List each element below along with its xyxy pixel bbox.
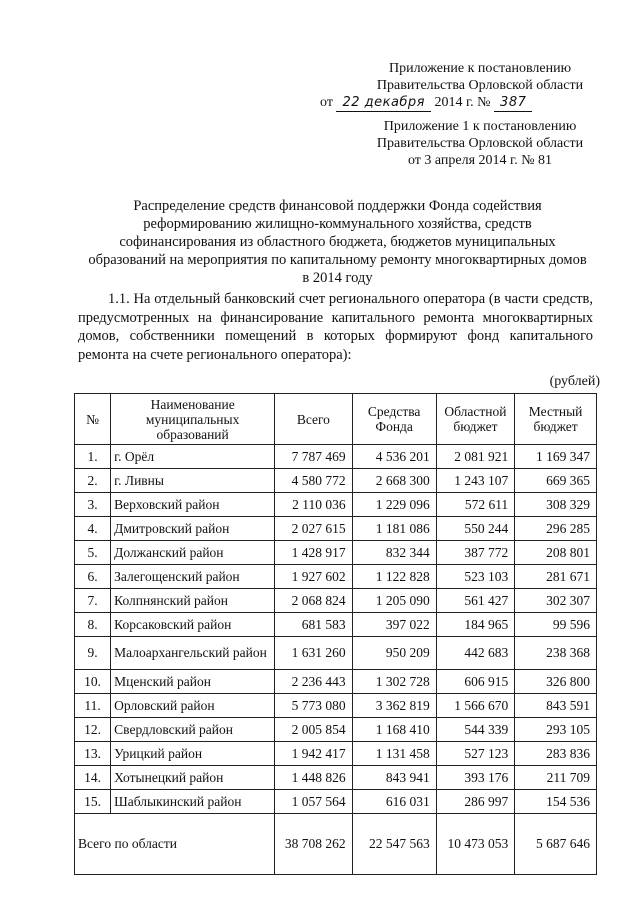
- row-fund: 1 302 728: [352, 670, 436, 694]
- table-row: [75, 589, 597, 613]
- row-total: 2 110 036: [275, 493, 353, 517]
- row-fund: 832 344: [352, 541, 436, 565]
- row-total: 5 773 080: [275, 694, 353, 718]
- row-local: 326 800: [515, 670, 597, 694]
- row-regional: 606 915: [436, 670, 514, 694]
- col-header-fund: Средства Фонда: [352, 394, 436, 445]
- row-local: 281 671: [515, 565, 597, 589]
- table-row: [75, 517, 597, 541]
- header-line-6: от 3 апреля 2014 г. № 81: [407, 153, 553, 168]
- row-regional: 184 965: [436, 613, 514, 637]
- row-fund: 1 168 410: [352, 718, 436, 742]
- total-local: 5 687 646: [515, 814, 597, 875]
- row-number: 11.: [75, 694, 111, 718]
- row-regional: 527 123: [436, 742, 514, 766]
- municipality-name: Хотынецкий район: [111, 766, 275, 790]
- document-title: Распределение средств финансовой поддержки Фонда содействия реформированию жилищно-коммунального хозяйства, средств софинансирования из областного бюджета, бюджетов муниципальных образований на мероприятия по капитальному ремонту многоквартирных домов в 2014 году: [88, 198, 587, 286]
- total-fund: 22 547 563: [352, 814, 436, 875]
- row-local: 293 105: [515, 718, 597, 742]
- row-fund: 1 181 086: [352, 517, 436, 541]
- row-local: 669 365: [515, 469, 597, 493]
- municipality-name: Должанский район: [111, 541, 275, 565]
- row-local: 308 329: [515, 493, 597, 517]
- header-date-line: [320, 94, 532, 112]
- municipality-name: Колпнянский район: [111, 589, 275, 613]
- table-row: [75, 445, 597, 469]
- row-fund: 1 205 090: [352, 589, 436, 613]
- table-row: [75, 670, 597, 694]
- row-total: 4 580 772: [275, 469, 353, 493]
- row-fund: 616 031: [352, 790, 436, 814]
- row-regional: 1 243 107: [436, 469, 514, 493]
- row-total: 1 942 417: [275, 742, 353, 766]
- section-intro: 1.1. На отдельный банковский счет регионального оператора (в части средств, предусмотренных на финансирование капитального ремонта многоквартирных домов, собственники помещений в которых формируют фонд капитального ремонта на счете регионального оператора):: [78, 291, 593, 363]
- handwritten-number: 387: [494, 94, 532, 112]
- table-row: [75, 541, 597, 565]
- row-number: 10.: [75, 670, 111, 694]
- row-local: 208 801: [515, 541, 597, 565]
- header-line-5: Правительства Орловской области: [376, 136, 584, 151]
- col-header-no: №: [75, 394, 111, 445]
- table-row: [75, 493, 597, 517]
- row-fund: 397 022: [352, 613, 436, 637]
- row-number: 7.: [75, 589, 111, 613]
- header-line-4: Приложение 1 к постановлению: [383, 119, 577, 134]
- row-total: 2 027 615: [275, 517, 353, 541]
- table-row: [75, 766, 597, 790]
- date-prefix: от: [320, 95, 333, 110]
- table-row: [75, 742, 597, 766]
- col-header-local: Местный бюджет: [515, 394, 597, 445]
- row-regional: 2 081 921: [436, 445, 514, 469]
- table-header-row: [75, 394, 597, 445]
- table-row: [75, 790, 597, 814]
- row-total: 2 236 443: [275, 670, 353, 694]
- municipality-name: Орловский район: [111, 694, 275, 718]
- row-regional: 1 566 670: [436, 694, 514, 718]
- row-local: 99 596: [515, 613, 597, 637]
- units-label: (рублей): [549, 374, 600, 389]
- total-regional: 10 473 053: [436, 814, 514, 875]
- row-total: 1 927 602: [275, 565, 353, 589]
- row-regional: 393 176: [436, 766, 514, 790]
- row-regional: 561 427: [436, 589, 514, 613]
- col-header-name: Наименование муниципальных образований: [111, 394, 275, 445]
- row-number: 3.: [75, 493, 111, 517]
- row-local: 296 285: [515, 517, 597, 541]
- col-header-regional: Областной бюджет: [436, 394, 514, 445]
- row-fund: 4 536 201: [352, 445, 436, 469]
- row-number: 6.: [75, 565, 111, 589]
- row-fund: 950 209: [352, 637, 436, 670]
- row-fund: 843 941: [352, 766, 436, 790]
- total-label: Всего по области: [75, 814, 275, 875]
- row-regional: 286 997: [436, 790, 514, 814]
- date-year: 2014 г. №: [434, 95, 491, 110]
- row-total: 1 448 826: [275, 766, 353, 790]
- row-regional: 442 683: [436, 637, 514, 670]
- row-total: 1 428 917: [275, 541, 353, 565]
- row-local: 154 536: [515, 790, 597, 814]
- table-row: [75, 613, 597, 637]
- municipality-name: Мценский район: [111, 670, 275, 694]
- municipality-name: г. Ливны: [111, 469, 275, 493]
- municipality-name: Корсаковский район: [111, 613, 275, 637]
- row-regional: 544 339: [436, 718, 514, 742]
- row-regional: 572 611: [436, 493, 514, 517]
- municipality-name: Малоархангельский район: [111, 637, 275, 670]
- row-regional: 387 772: [436, 541, 514, 565]
- row-regional: 523 103: [436, 565, 514, 589]
- row-total: 2 005 854: [275, 718, 353, 742]
- distribution-table: [74, 393, 597, 875]
- row-local: 238 368: [515, 637, 597, 670]
- row-local: 283 836: [515, 742, 597, 766]
- row-fund: 2 668 300: [352, 469, 436, 493]
- municipality-name: Свердловский район: [111, 718, 275, 742]
- row-number: 9.: [75, 637, 111, 670]
- row-number: 12.: [75, 718, 111, 742]
- row-number: 4.: [75, 517, 111, 541]
- row-total: 1 631 260: [275, 637, 353, 670]
- table-total-row: [75, 814, 597, 875]
- row-number: 2.: [75, 469, 111, 493]
- municipality-name: Урицкий район: [111, 742, 275, 766]
- table-row: [75, 637, 597, 670]
- row-local: 302 307: [515, 589, 597, 613]
- total-total: 38 708 262: [275, 814, 353, 875]
- row-number: 15.: [75, 790, 111, 814]
- row-regional: 550 244: [436, 517, 514, 541]
- handwritten-date: 22 декабря: [336, 94, 431, 112]
- row-number: 8.: [75, 613, 111, 637]
- municipality-name: г. Орёл: [111, 445, 275, 469]
- row-fund: 3 362 819: [352, 694, 436, 718]
- row-fund: 1 229 096: [352, 493, 436, 517]
- municipality-name: Дмитровский район: [111, 517, 275, 541]
- header-line-2: Правительства Орловской области: [376, 78, 584, 93]
- municipality-name: Верховский район: [111, 493, 275, 517]
- row-number: 14.: [75, 766, 111, 790]
- row-number: 13.: [75, 742, 111, 766]
- row-local: 843 591: [515, 694, 597, 718]
- municipality-name: Шаблыкинский район: [111, 790, 275, 814]
- row-number: 5.: [75, 541, 111, 565]
- table-row: [75, 718, 597, 742]
- row-local: 211 709: [515, 766, 597, 790]
- row-total: 681 583: [275, 613, 353, 637]
- row-number: 1.: [75, 445, 111, 469]
- table-row: [75, 469, 597, 493]
- row-fund: 1 122 828: [352, 565, 436, 589]
- table-row: [75, 694, 597, 718]
- table-row: [75, 565, 597, 589]
- row-local: 1 169 347: [515, 445, 597, 469]
- row-total: 2 068 824: [275, 589, 353, 613]
- row-total: 7 787 469: [275, 445, 353, 469]
- row-fund: 1 131 458: [352, 742, 436, 766]
- col-header-total: Всего: [275, 394, 353, 445]
- municipality-name: Залегощенский район: [111, 565, 275, 589]
- header-line-1: Приложение к постановлению: [388, 61, 572, 76]
- row-total: 1 057 564: [275, 790, 353, 814]
